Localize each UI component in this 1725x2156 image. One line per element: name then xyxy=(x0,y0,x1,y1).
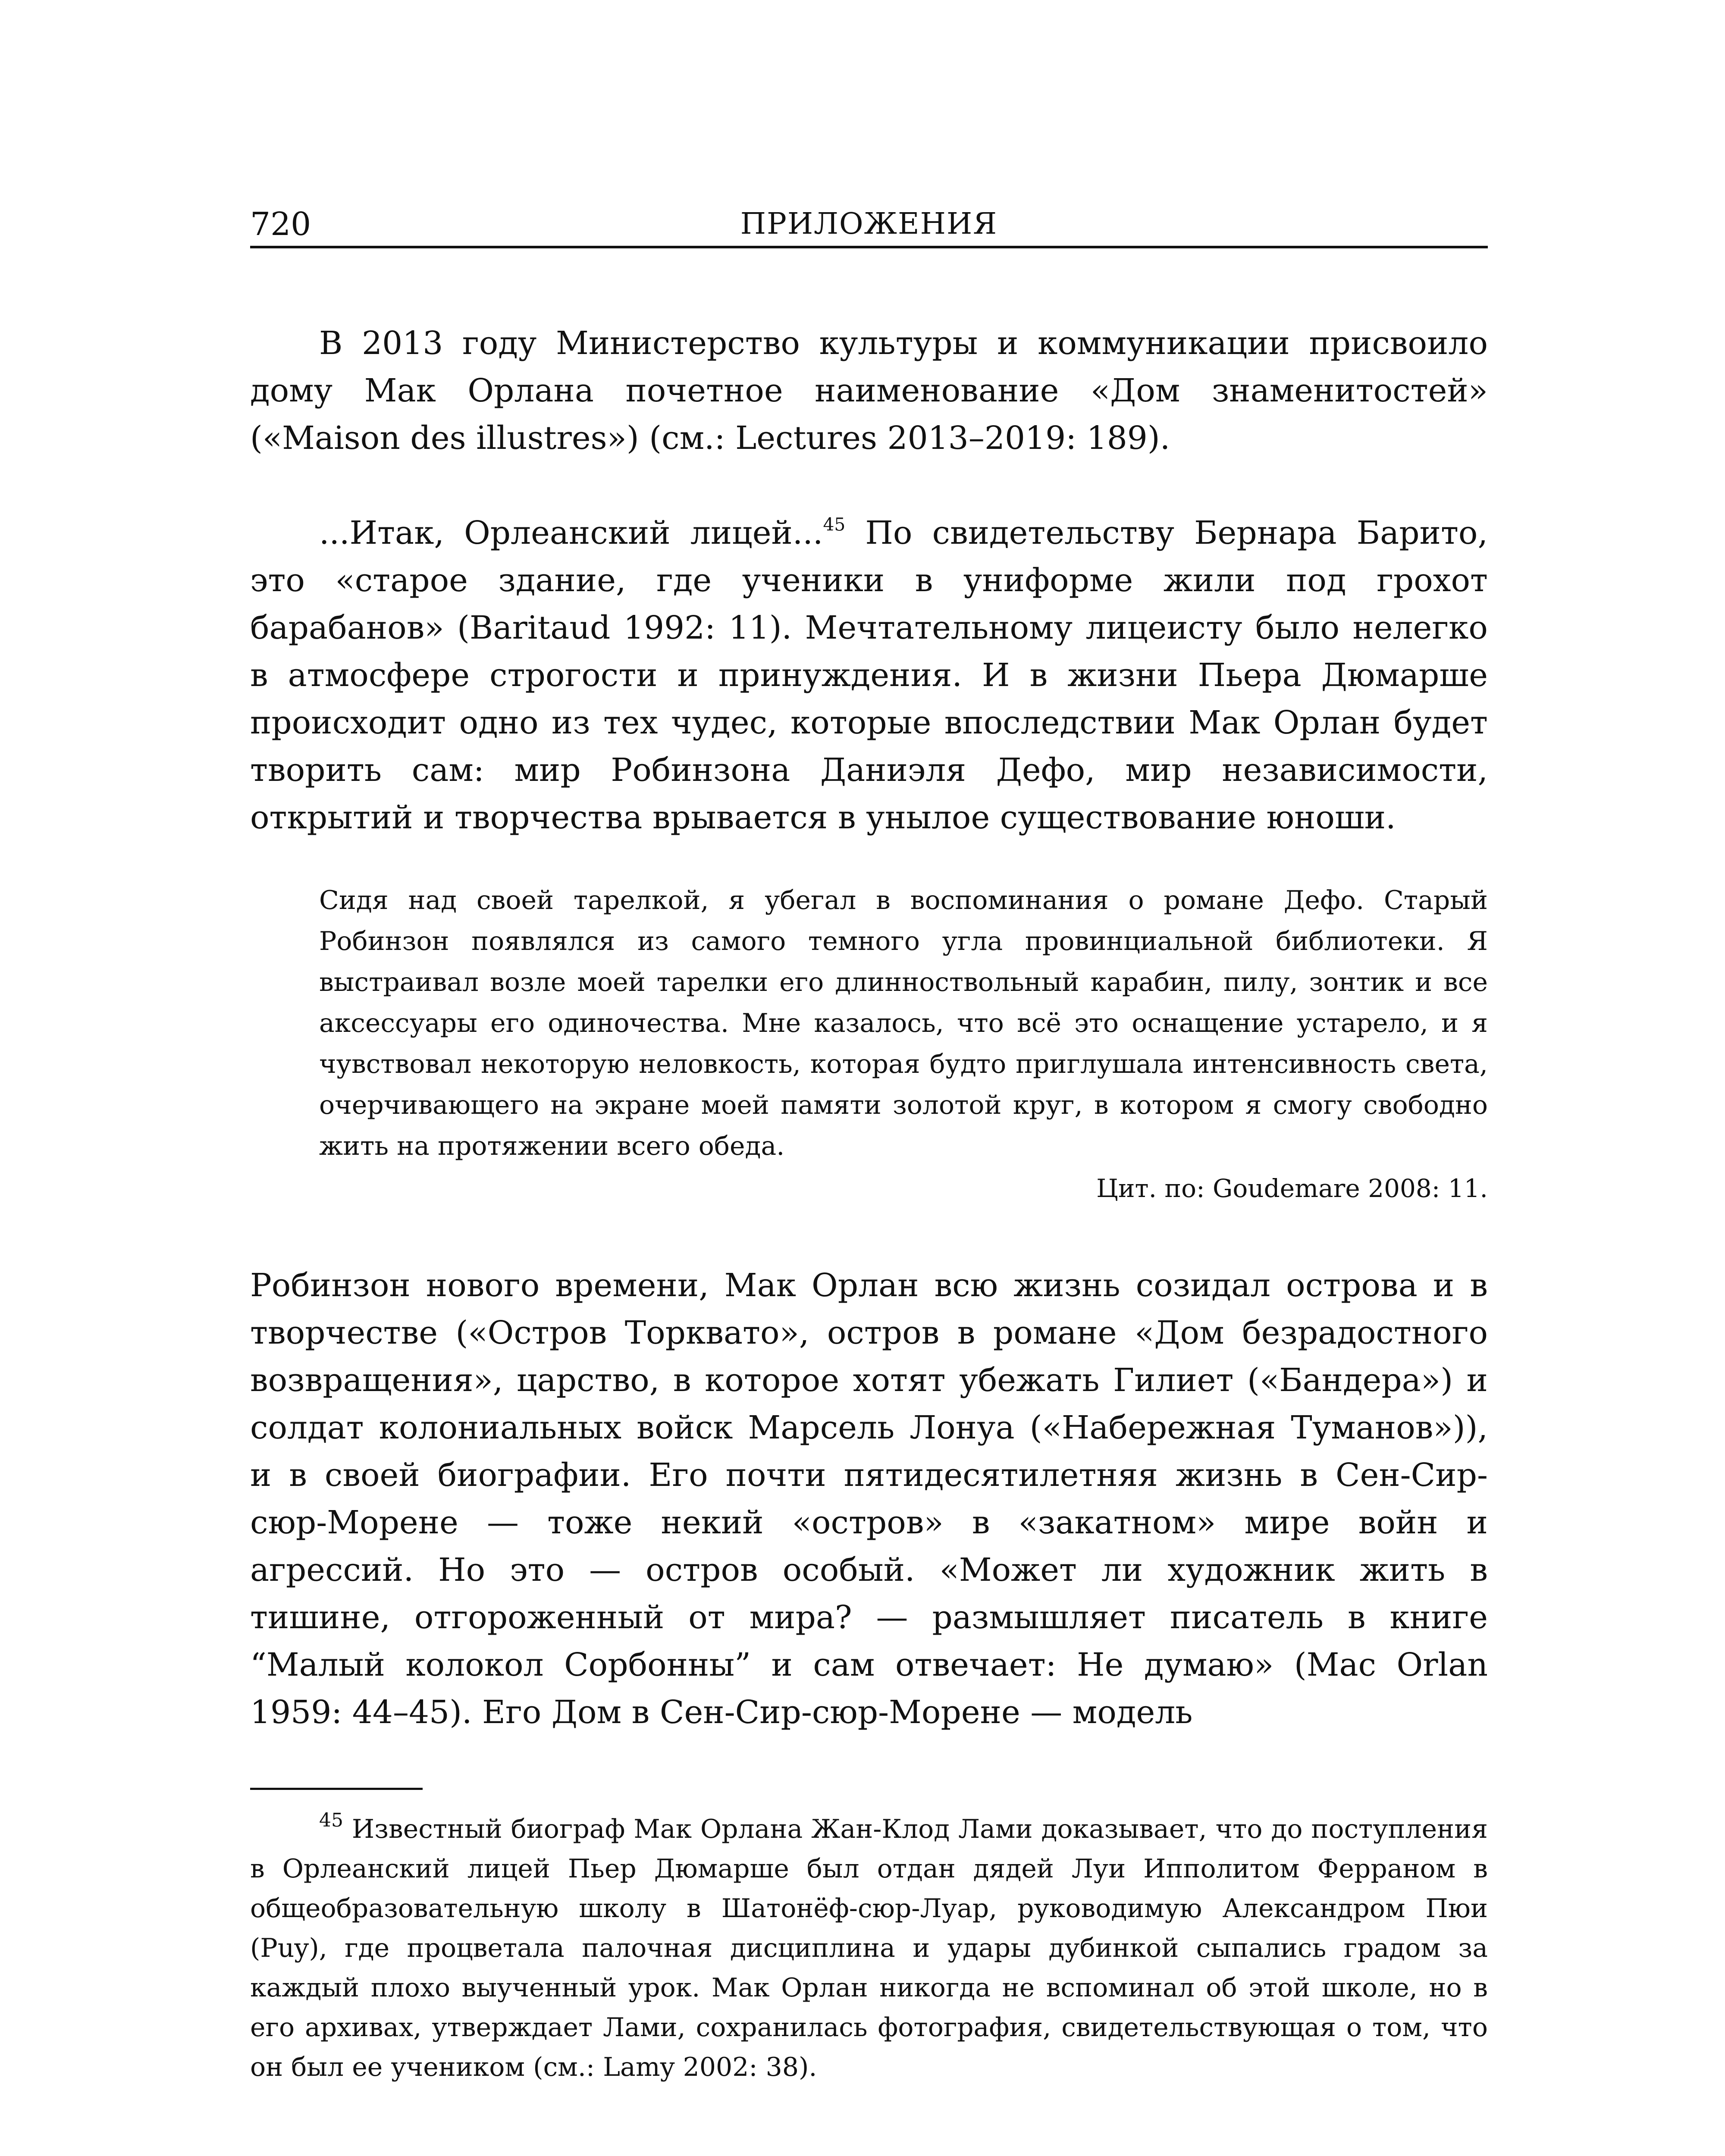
paragraph-1: В 2013 году Министерство культуры и коммуникации присвоило дому Мак Орлана почетное наименование «Дом знаменитостей» («Maison des illustres») (см.: Lectures 2013–2019: 189). xyxy=(250,325,1488,457)
footnote-text: Известный биограф Мак Орлана Жан-Клод Лами доказывает, что до поступления в Орлеанский лицей Пьер Дюмарше был отдан дядей Луи Ипполитом Ферраном в общеобразовательную школу в Шатонёф-сюр-Луар, руководимую Александром Пюи (Puy), где процветала палочная дисциплина и удары дубинкой сыпались градом за каждый плохо выученный урок. Мак Орлан никогда не вспоминал об этой школе, но в его архивах, утверждает Лами, сохранилась фотография, свидетельствующая о том, что он был ее учеником (см.: Lamy 2002: 38). xyxy=(250,1814,1488,2082)
book-page xyxy=(250,198,1488,2082)
running-head: ПРИЛОЖЕНИЯ xyxy=(740,207,998,241)
footnote-divider xyxy=(250,1788,423,1790)
page-number: 720 xyxy=(250,206,311,243)
block-quote-text: Сидя над своей тарелкой, я убегал в воспоминания о романе Дефо. Старый Робинзон появлялся из самого темного угла провинциальной библиотеки. Я выстраивал возле моей тарелки его длинноствольный карабин, пилу, зонтик и все аксессуары его одиночества. Мне казалось, что всё это оснащение устарело, и я чувствовал некоторую неловкость, которая будто приглушала интенсивность света, очерчивающего на экране моей памяти золотой круг, в котором я смогу свободно жить на протяжении всего обеда. xyxy=(319,885,1488,1161)
paragraph-3: Робинзон нового времени, Мак Орлан всю жизнь созидал острова и в творчестве («Остров Торквато», остров в романе «Дом безрадостного возвращения», царство, в которое хотят убежать Гилиет («Бандера») и солдат колониальных войск Марсель Лонуа («Набережная Туманов»)), и в своей биографии. Его почти пятидесятилетняя жизнь в Сен-Сир-сюр-Морене — тоже некий «остров» в «закатном» мире войн и агрессий. Но это — остров особый. «Может ли художник жить в тишине, отгороженный от мира? — размышляет писатель в книге “Малый колокол Сорбонны” и сам отвечает: Не думаю» (Mac Orlan 1959: 44–45). Его Дом в Сен-Сир-сюр-Морене — модель xyxy=(250,1267,1488,1731)
footnote-45 xyxy=(250,1809,1488,2087)
page-header xyxy=(250,198,1488,248)
paragraph-2 xyxy=(250,509,1488,841)
block-quote xyxy=(319,880,1488,1206)
quote-citation: Цит. по: Goudemare 2008: 11. xyxy=(1096,1174,1488,1203)
paragraph-2-rest: По свидетельству Бернара Барито, это «старое здание, где ученики в униформе жили под грохот барабанов» (Baritaud 1992: 11). Мечтательному лицеисту было нелегко в атмосфере строгости и принуждения. И в жизни Пьера Дюмарше происходит одно из тех чудес, которые впоследствии Мак Орлан будет творить сам: мир Робинзона Даниэля Дефо, мир независимости, открытий и творчества врывается в унылое существование юноши. xyxy=(250,514,1488,836)
footnote-reference[interactable]: 45 xyxy=(823,514,846,535)
footnote-number: 45 xyxy=(319,1809,343,1831)
paragraph-2-start: ...Итак, Орлеанский лицей... xyxy=(319,514,823,552)
